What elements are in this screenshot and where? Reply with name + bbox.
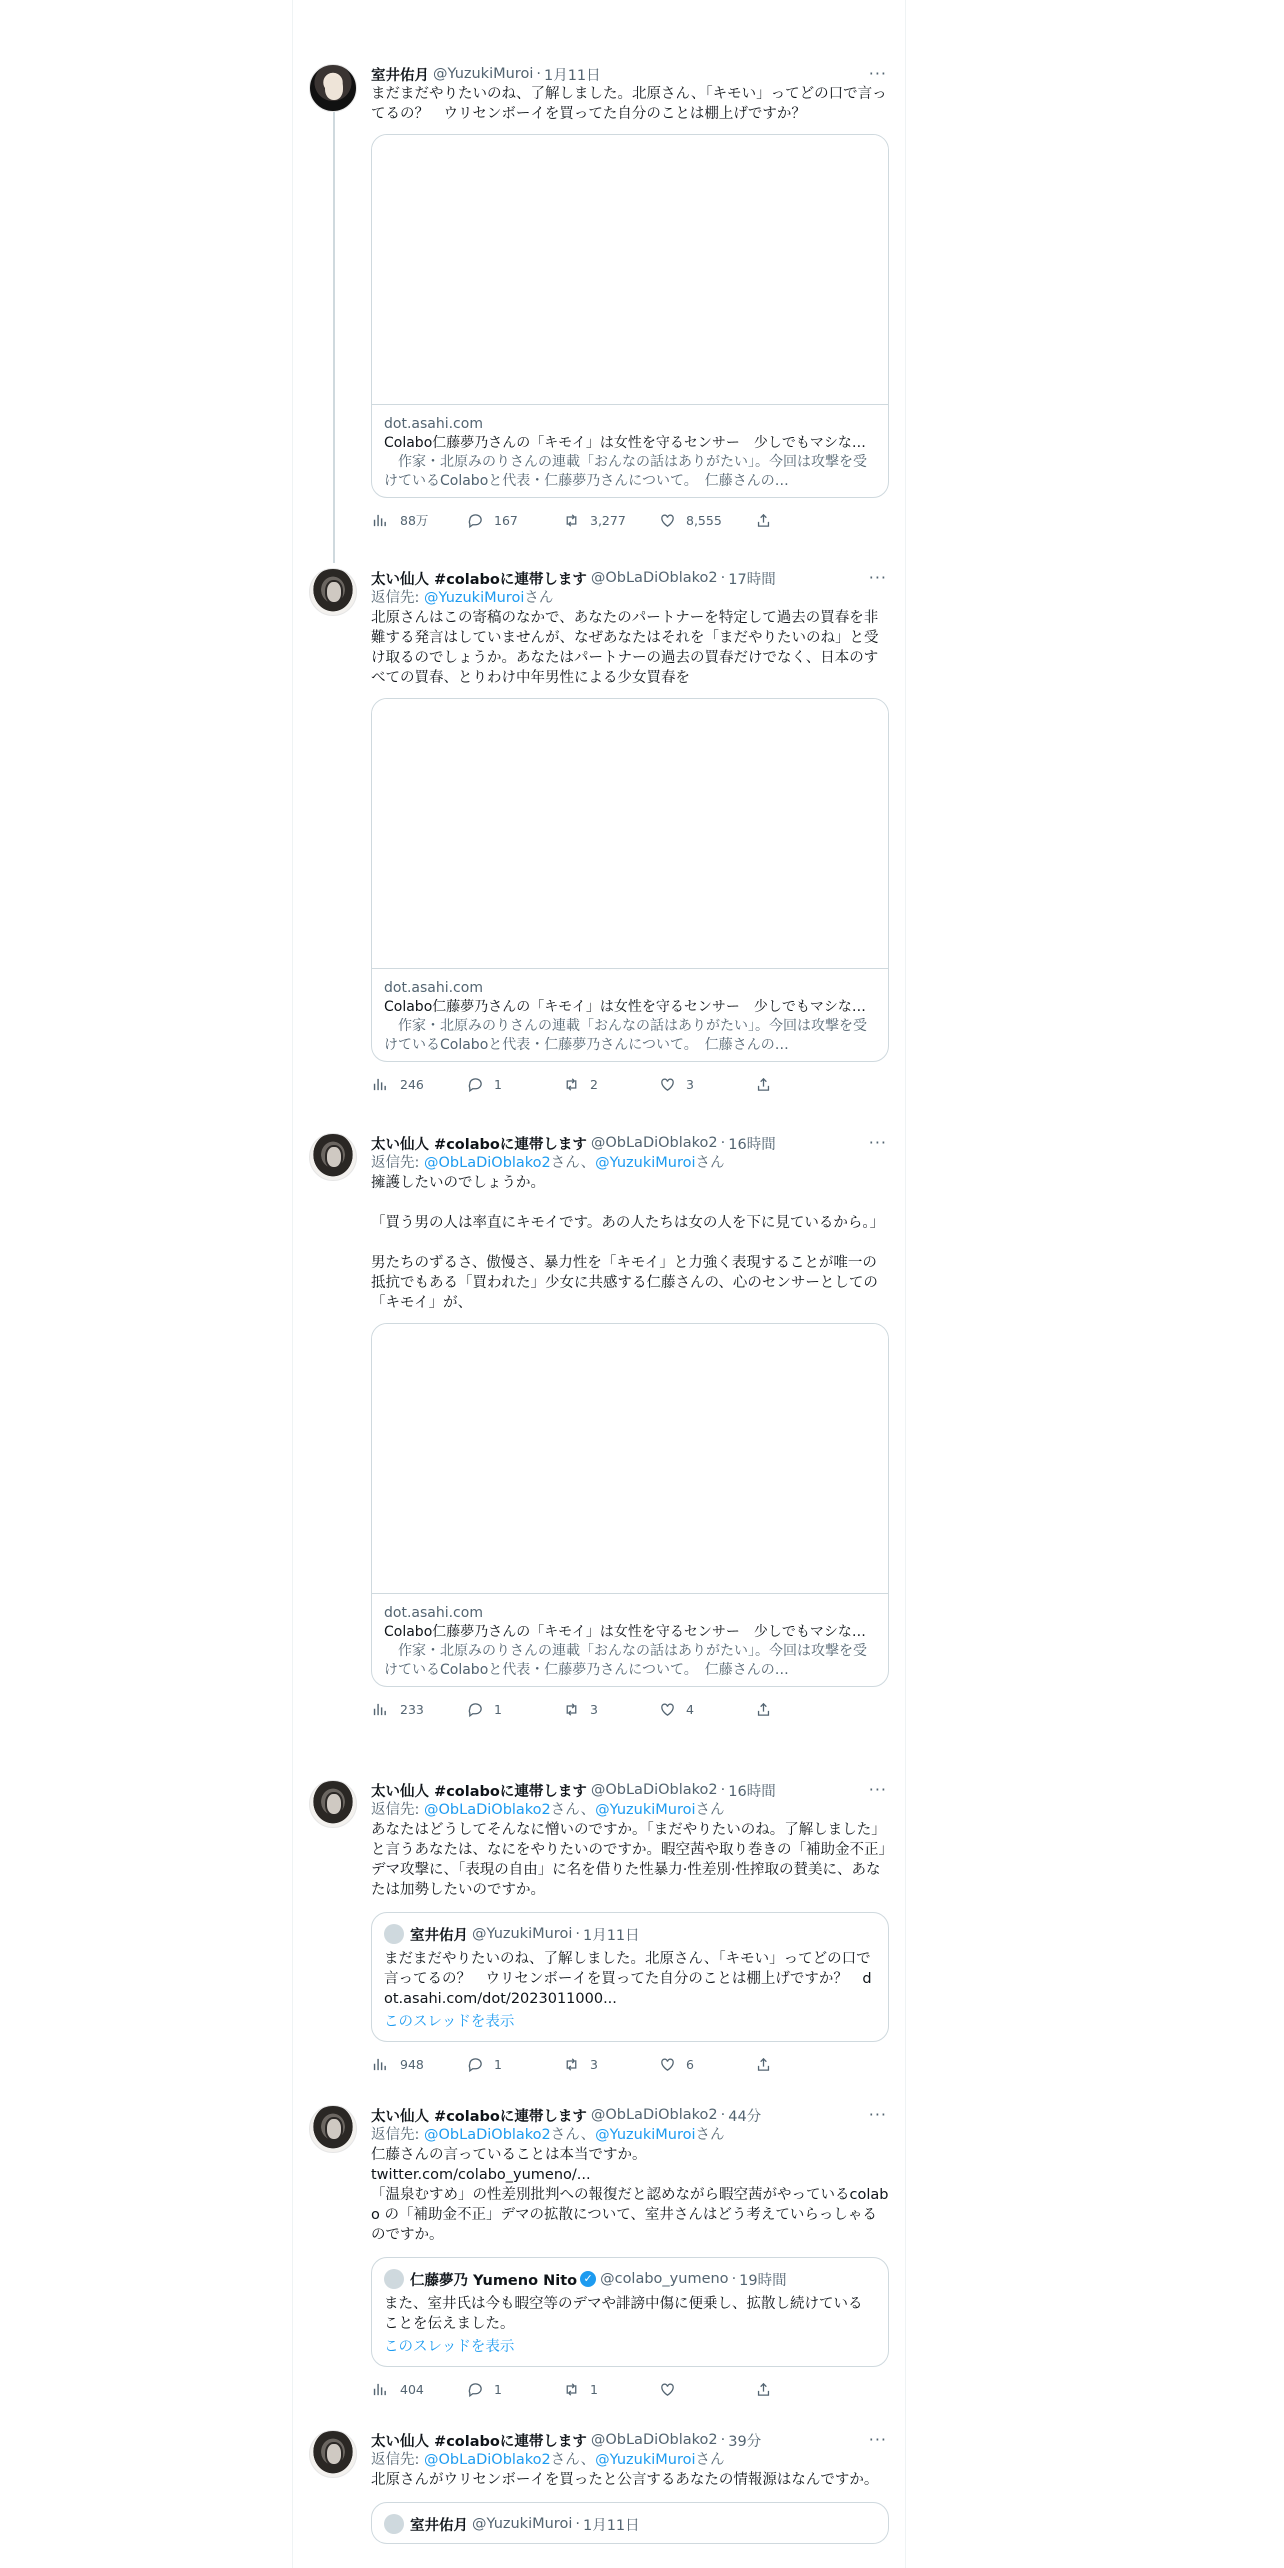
- quoted-avatar: [384, 2269, 404, 2289]
- views-button[interactable]: [371, 2381, 467, 2398]
- tweet-text: 北原さんがウリセンボーイを買ったと公言するあなたの情報源はなんですか。: [371, 2472, 879, 2488]
- quoted-author-name: 室井佑月: [410, 1927, 468, 1944]
- link-card[interactable]: [371, 134, 889, 498]
- like-button[interactable]: [659, 2056, 755, 2073]
- quoted-author-handle: @YuzukiMuroi: [472, 1926, 573, 1942]
- action-bar: [371, 1074, 889, 1094]
- reply-count: 167: [494, 512, 518, 528]
- retweet-count: 1: [590, 2381, 598, 2397]
- card-title: Colabo仁藤夢乃さんの「キモイ」は女性を守るセンサー 少しでもマシな…: [384, 1624, 866, 1640]
- like-count: 3: [686, 1076, 694, 1092]
- tweet-link[interactable]: twitter.com/colabo_yumeno/...: [371, 2167, 591, 2183]
- tweet-text: まだまだやりたいのね、了解しました。北原さん、「キモい」ってどの口で言ってるの？ ウリセンボーイを買ってた自分のことは棚上げですか？: [371, 86, 887, 122]
- retweet-button[interactable]: [563, 2381, 659, 2398]
- retweet-button[interactable]: [563, 512, 659, 529]
- author-name[interactable]: 太い仙人 #colaboに連帯します: [371, 1783, 587, 1800]
- share-icon: [755, 2056, 772, 2073]
- share-button[interactable]: [755, 512, 851, 529]
- more-options-icon[interactable]: ···: [868, 2105, 887, 2124]
- more-options-icon[interactable]: ···: [868, 568, 887, 587]
- avatar[interactable]: [309, 568, 357, 616]
- reply-mention[interactable]: @ObLaDiOblako2: [424, 1155, 551, 1171]
- share-icon: [755, 1701, 772, 1718]
- share-button[interactable]: [755, 2056, 851, 2073]
- reply-button[interactable]: [467, 512, 563, 529]
- retweet-icon: [563, 1076, 580, 1093]
- quoted-timestamp: 1月11日: [582, 1927, 640, 1944]
- avatar[interactable]: [309, 1780, 357, 1828]
- author-handle[interactable]: @ObLaDiOblako2: [590, 2432, 718, 2448]
- tweet-text: 北原さんはこの寄稿のなかで、あなたのパートナーを特定して過去の買春を非難する発言はしていませんが、なぜあなたはそれを「まだやりたいのね」と受け取るのでしょうか。あなたはパートナーの過去の買春だけでなく、日本のすべての買春、とりわけ中年男性による少女買春を: [371, 610, 879, 686]
- thread-connector-line: [333, 108, 335, 563]
- timestamp[interactable]: 16時間: [728, 1783, 776, 1800]
- card-title: Colabo仁藤夢乃さんの「キモイ」は女性を守るセンサー 少しでもマシな…: [384, 999, 866, 1015]
- more-options-icon[interactable]: ···: [868, 64, 887, 83]
- timestamp[interactable]: 17時間: [728, 571, 776, 588]
- action-bar: [371, 2379, 889, 2399]
- quoted-text: また、室井氏は今も暇空等のデマや誹謗中傷に便乗し、拡散し続けていることを伝えました。: [384, 2296, 863, 2332]
- author-name[interactable]: 太い仙人 #colaboに連帯します: [371, 2108, 587, 2125]
- reply-icon: [467, 1701, 484, 1718]
- timestamp[interactable]: 1月11日: [543, 67, 601, 84]
- reply-button[interactable]: [467, 1076, 563, 1093]
- card-image: [372, 135, 888, 405]
- action-bar: [371, 2054, 889, 2074]
- show-thread-link[interactable]: このスレッドを表示: [384, 2014, 515, 2030]
- link-card[interactable]: [371, 698, 889, 1062]
- views-icon: [371, 1076, 388, 1093]
- share-icon: [755, 1076, 772, 1093]
- views-count: 88万: [400, 513, 429, 528]
- link-card[interactable]: [371, 1323, 889, 1687]
- quoted-tweet[interactable]: 室井佑月 @YuzukiMuroi · 1月11日: [371, 2502, 889, 2544]
- like-button[interactable]: [659, 2381, 755, 2398]
- timestamp[interactable]: 44分: [728, 2108, 762, 2125]
- tweet-text: 「温泉むすめ」の性差別批判への報復だと認めながら暇空茜がやっているcolabo の「補助金不正」デマの拡散について、室井さんはどう考えていらっしゃるのですか。: [371, 2187, 889, 2243]
- card-image: [372, 699, 888, 969]
- views-count: 246: [400, 1076, 424, 1092]
- tweet-text: 擁護したいのでしょうか。 「買う男の人は率直にキモイです。あの人たちは女の人を下に見ているから。」 男たちのずるさ、傲慢さ、暴力性を「キモイ」と力強く表現することが唯一の抵抗でもある「買われた」少女に共感する仁藤さんの、心のセンサーとしての「キモイ」が、: [371, 1175, 885, 1311]
- tweet-text: あなたはどうしてそんなに憎いのですか。「まだやりたいのね。了解しました」と言うあなたは、なにをやりたいのですか。暇空茜や取り巻きの「補助金不正」デマ攻撃に、「表現の自由」に名を借りた性暴力·性差別·性搾取の賛美に、あなたは加勢したいのですか。: [371, 1822, 886, 1898]
- reply-context: 返信先: @ObLaDiOblako2さん、@YuzukiMuroiさん: [371, 1802, 725, 1818]
- retweet-icon: [563, 1701, 580, 1718]
- like-button[interactable]: [659, 1076, 755, 1093]
- like-count: 4: [686, 1701, 694, 1717]
- quoted-avatar: [384, 2514, 404, 2534]
- reply-mention[interactable]: @YuzukiMuroi: [595, 2127, 696, 2143]
- card-image: [372, 1324, 888, 1594]
- retweet-icon: [563, 512, 580, 529]
- reply-mention[interactable]: @YuzukiMuroi: [595, 2452, 696, 2468]
- retweet-button[interactable]: [563, 1076, 659, 1093]
- more-options-icon[interactable]: ···: [868, 2430, 887, 2449]
- retweet-button[interactable]: [563, 2056, 659, 2073]
- timestamp[interactable]: 39分: [728, 2433, 762, 2450]
- reply-icon: [467, 1076, 484, 1093]
- reply-mention[interactable]: @YuzukiMuroi: [595, 1155, 696, 1171]
- reply-button[interactable]: [467, 1701, 563, 1718]
- views-button[interactable]: [371, 1076, 467, 1093]
- quoted-author-name: 室井佑月: [410, 2517, 468, 2534]
- retweet-count: 3: [590, 1701, 598, 1717]
- action-bar: [371, 1699, 889, 1719]
- author-handle[interactable]: @ObLaDiOblako2: [590, 1135, 718, 1151]
- reply-count: 1: [494, 2056, 502, 2072]
- like-count: 8,555: [686, 512, 722, 528]
- heart-icon: [659, 512, 676, 529]
- author-name[interactable]: 太い仙人 #colaboに連帯します: [371, 2433, 587, 2450]
- views-count: 404: [400, 2381, 424, 2397]
- tweet-text-intro: 仁藤さんの言っていることは本当ですか。: [371, 2147, 647, 2163]
- quoted-text: まだまだやりたいのね、了解しました。北原さん、「キモい」ってどの口で言ってるの？ ウリセンボーイを買ってた自分のことは棚上げですか？ dot.asahi.com/dot/2023011000...: [384, 1951, 872, 2007]
- reply-mention[interactable]: @ObLaDiOblako2: [424, 1802, 551, 1818]
- quoted-tweet[interactable]: 室井佑月 @YuzukiMuroi · 1月11日 まだまだやりたいのね、了解しました。北原さん、「キモい」ってどの口で言ってるの？ ウリセンボーイを買ってた自分のことは棚上げですか？ dot.asahi.com/dot/2023011000... このスレッドを表示: [371, 1912, 889, 2042]
- retweet-count: 3,277: [590, 512, 626, 528]
- quoted-author-name: 仁藤夢乃 Yumeno Nito: [410, 2272, 578, 2289]
- heart-icon: [659, 2056, 676, 2073]
- author-handle[interactable]: @YuzukiMuroi: [433, 66, 534, 82]
- avatar[interactable]: [309, 2105, 357, 2153]
- reply-button[interactable]: [467, 2381, 563, 2398]
- views-icon: [371, 1701, 388, 1718]
- reply-count: 1: [494, 1076, 502, 1092]
- views-count: 233: [400, 1701, 424, 1717]
- like-count: 6: [686, 2056, 694, 2072]
- card-domain: dot.asahi.com: [384, 1605, 483, 1621]
- reply-mention[interactable]: @ObLaDiOblako2: [424, 2127, 551, 2143]
- card-title: Colabo仁藤夢乃さんの「キモイ」は女性を守るセンサー 少しでもマシな…: [384, 435, 866, 451]
- reply-context: 返信先: @ObLaDiOblako2さん、@YuzukiMuroiさん: [371, 2127, 725, 2143]
- reply-icon: [467, 2381, 484, 2398]
- card-description: 作家・北原みのりさんの連載「おんなの話はありがたい」。今回は攻撃を受けているColaboと代表・仁藤夢乃さんについて。 仁藤さんの…: [384, 1643, 867, 1678]
- reply-mention[interactable]: @ObLaDiOblako2: [424, 2452, 551, 2468]
- like-button[interactable]: [659, 512, 755, 529]
- quoted-timestamp: 19時間: [739, 2272, 787, 2289]
- heart-icon: [659, 1076, 676, 1093]
- retweet-button[interactable]: [563, 1701, 659, 1718]
- share-button[interactable]: [755, 2381, 851, 2398]
- views-icon: [371, 2381, 388, 2398]
- author-handle[interactable]: @ObLaDiOblako2: [590, 1782, 718, 1798]
- reply-icon: [467, 2056, 484, 2073]
- share-button[interactable]: [755, 1076, 851, 1093]
- avatar[interactable]: [309, 1133, 357, 1181]
- like-button[interactable]: [659, 1701, 755, 1718]
- timeline-column: 室井佑月 @YuzukiMuroi · 1月11日 ··· まだまだやりたいのね、了解しました。北原さん、「キモい」ってどの口で言ってるの？ ウリセンボーイを買ってた自分のことは棚上げですか？ dot.asahi.com Colabo仁藤夢乃さんの「キモイ」は女性を守るセンサー 少しでもマシな… 作家・北原みのりさんの連載「おんなの話はありがたい」。今回は攻撃を受けているColaboと代表・仁藤夢乃さんについて。 仁藤さんの… 88万 167 3,277 8,555 太い仙人 #colaboに連帯します @ObLaDiOblako2 · 17時間 ··· 返信先: @YuzukiMuroiさん 北原さんはこの寄稿のなかで、あなたのパートナーを特定して過去の買春を非難する発言はしていませんが、なぜあなたはそれを「まだやりたいのね」と受け取るのでしょうか。あなたはパートナーの過去の買春だけでなく、日本のすべての買春、とりわけ中年男性による少女買春を dot.asahi.com Colabo仁藤夢乃さんの「キモイ」は女性を守るセンサー 少しでもマシな… 作家・北原みのりさんの連載「おんなの話はありがたい」。今回は攻撃を受けているColaboと代表・仁藤夢乃さんについて。 仁藤さんの… 246 1 2 3 太い仙人 #colaboに連帯します @ObLaDiOblako2 · 16時間 ··· 返信先: @ObLaDiOblako2さん、@YuzukiMuroiさん 擁護したいのでしょうか。 「買う男の人は率直にキモイです。あの人たちは女の人を下に見ているから。」 男たちのずるさ、傲慢さ、暴力性を「キモイ」と力強く表現することが唯一の抵抗でもある「買われた」少女に共感する仁藤さんの、心のセンサーとしての「キモイ」が、 dot.asahi.com Colabo仁藤夢乃さんの「キモイ」は女性を守るセンサー 少しでもマシな… 作家・北原みのりさんの連載「おんなの話はありがたい」。今回は攻撃を受けているColaboと代表・仁藤夢乃さんについて。 仁藤さんの… 233 1 3 4 太い仙人 #colaboに連帯します @ObLaDiOblako2 · 16時間 ··· 返信先: @ObLaDiOblako2さん、@YuzukiMuroiさん あなたはどうしてそんなに憎いのですか。「まだやりたいのね。了解しました」と言うあなたは、なにをやりたいのですか。暇空茜や取り巻きの「補助金不正」デマ攻撃に、「表現の自由」に名を借りた性暴力·性差別·性搾取の賛美に、あなたは加勢したいのですか。 室井佑月 @YuzukiMuroi · 1月11日 まだまだやりたいのね、了解しました。北原さん、「キモい」ってどの口で言ってるの？ ウリセンボーイを買ってた自分のことは棚上げですか？ dot.asahi.com/dot/2023011000... このスレッドを表示 948 1 3 6 太い仙人 #colaboに連帯します @ObLaDiOblako2 · 44分 ··· 返信先: @ObLaDiOblako2さん、@YuzukiMuroiさん 仁藤さんの言っていることは本当ですか。 twitter.com/colabo_yumeno/... 「温泉むすめ」の性差別批判への報復だと認めながら暇空茜がやっているcolabo の「補助金不正」デマの拡散について、室井さんはどう考えていらっしゃるのですか。 仁藤夢乃 Yumeno Nito ✓ @colabo_yumeno · 19時間 また、室井氏は今も暇空等のデマや誹謗中傷に便乗し、拡散し続けていることを伝えました。 このスレッドを表示 404 1 1 太い仙人 #colaboに連帯します @ObLaDiOblako2 · 39分 ··· 返信先: @ObLaDiOblako2さん、@YuzukiMuroiさん 北原さんがウリセンボーイを買ったと公言するあなたの情報源はなんですか。 室井佑月 @YuzukiMuroi · 1月11日: [292, 0, 906, 2568]
- retweet-icon: [563, 2056, 580, 2073]
- avatar[interactable]: [309, 64, 357, 112]
- timestamp[interactable]: 16時間: [728, 1136, 776, 1153]
- share-icon: [755, 2381, 772, 2398]
- author-handle[interactable]: @ObLaDiOblako2: [590, 2107, 718, 2123]
- author-name[interactable]: 室井佑月: [371, 67, 429, 84]
- reply-mention[interactable]: @YuzukiMuroi: [595, 1802, 696, 1818]
- views-icon: [371, 512, 388, 529]
- reply-context: 返信先: @ObLaDiOblako2さん、@YuzukiMuroiさん: [371, 1155, 725, 1171]
- retweet-count: 3: [590, 2056, 598, 2072]
- reply-context: 返信先: @ObLaDiOblako2さん、@YuzukiMuroiさん: [371, 2452, 725, 2468]
- quoted-author-handle: @YuzukiMuroi: [472, 2516, 573, 2532]
- card-domain: dot.asahi.com: [384, 416, 483, 432]
- reply-mention[interactable]: @YuzukiMuroi: [424, 590, 525, 606]
- retweet-icon: [563, 2381, 580, 2398]
- action-bar: [371, 510, 889, 530]
- retweet-count: 2: [590, 1076, 598, 1092]
- quoted-avatar: [384, 1924, 404, 1944]
- author-name[interactable]: 太い仙人 #colaboに連帯します: [371, 571, 587, 588]
- more-options-icon[interactable]: ···: [868, 1780, 887, 1799]
- more-options-icon[interactable]: ···: [868, 1133, 887, 1152]
- views-button[interactable]: [371, 1701, 467, 1718]
- verified-badge-icon: ✓: [580, 2271, 596, 2287]
- heart-icon: [659, 2381, 676, 2398]
- reply-context: 返信先: @YuzukiMuroiさん: [371, 590, 554, 606]
- author-handle[interactable]: @ObLaDiOblako2: [590, 570, 718, 586]
- card-description: 作家・北原みのりさんの連載「おんなの話はありがたい」。今回は攻撃を受けているColaboと代表・仁藤夢乃さんについて。 仁藤さんの…: [384, 454, 867, 489]
- reply-count: 1: [494, 2381, 502, 2397]
- views-icon: [371, 2056, 388, 2073]
- card-description: 作家・北原みのりさんの連載「おんなの話はありがたい」。今回は攻撃を受けているColaboと代表・仁藤夢乃さんについて。 仁藤さんの…: [384, 1018, 867, 1053]
- share-button[interactable]: [755, 1701, 851, 1718]
- card-domain: dot.asahi.com: [384, 980, 483, 996]
- views-count: 948: [400, 2056, 424, 2072]
- reply-count: 1: [494, 1701, 502, 1717]
- show-thread-link[interactable]: このスレッドを表示: [384, 2339, 515, 2355]
- views-button[interactable]: [371, 2056, 467, 2073]
- quoted-timestamp: 1月11日: [582, 2517, 640, 2534]
- avatar[interactable]: [309, 2430, 357, 2478]
- reply-icon: [467, 512, 484, 529]
- author-name[interactable]: 太い仙人 #colaboに連帯します: [371, 1136, 587, 1153]
- reply-button[interactable]: [467, 2056, 563, 2073]
- quoted-tweet[interactable]: 仁藤夢乃 Yumeno Nito ✓ @colabo_yumeno · 19時間 また、室井氏は今も暇空等のデマや誹謗中傷に便乗し、拡散し続けていることを伝えました。 このスレッドを表示: [371, 2257, 889, 2367]
- heart-icon: [659, 1701, 676, 1718]
- share-icon: [755, 512, 772, 529]
- quoted-author-handle: @colabo_yumeno: [600, 2271, 729, 2287]
- views-button[interactable]: [371, 511, 467, 529]
